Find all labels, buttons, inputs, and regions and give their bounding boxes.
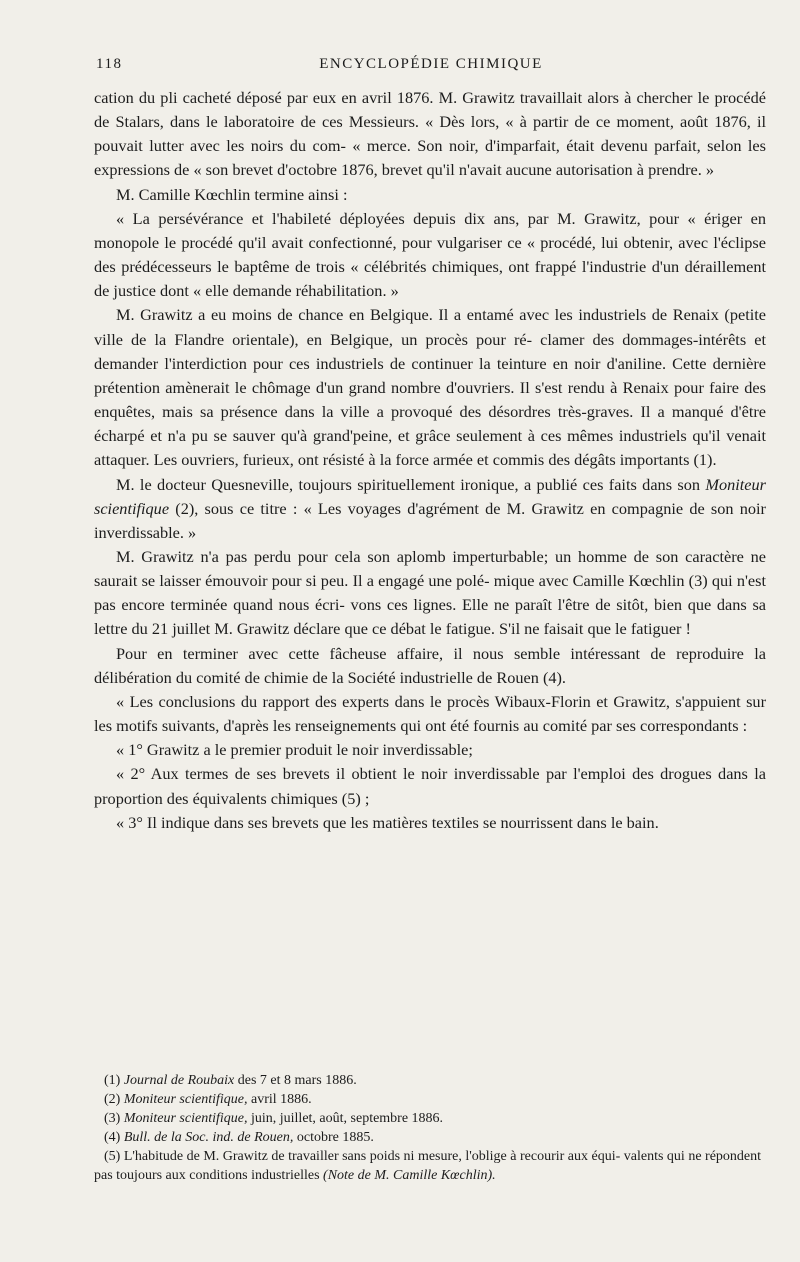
journal-title: Moniteur scientifique: [94, 474, 767, 518]
running-title: ENCYCLOPÉDIE CHIMIQUE: [319, 56, 543, 72]
paragraph: M. Camille Kœchlin termine ainsi :: [116, 184, 348, 204]
paragraph: Pour en terminer avec cette fâcheuse affaire, il nous semble intéressant de reproduire la délibération du comité de chimie de la Société industrielle de Rouen (4).: [94, 643, 766, 687]
footnote: (3) Moniteur scientifique, juin, juillet, août, septembre 1886.: [104, 1111, 444, 1126]
paragraph: M. Grawitz n'a pas perdu pour cela son aplomb imperturbable; un homme de son caractère ne saurait se laisser émouvoir pour si peu. Il a engagé une polé- mique avec Camille Kœchlin (3) qui n'est pas encore terminée quand nous écri- vons ces lignes. Elle ne paraît l'être de sitôt, bien que dans sa lettre du 21 juillet M. Grawitz déclare que ce débat le fatigue. S'il ne faisait que le fatiguer !: [94, 546, 766, 639]
page-header: [96, 56, 766, 78]
footnotes: [94, 1071, 766, 1185]
quote-paragraph: « 2° Aux termes de ses brevets il obtient le noir inverdissable par l'emploi des drogues dans la proportion des équivalents chimiques (5) ;: [94, 764, 766, 808]
quote-paragraph: « 1° Grawitz a le premier produit le noir inverdissable;: [116, 740, 473, 760]
quote-paragraph: « La persévérance et l'habileté déployées depuis dix ans, par M. Grawitz, pour « ériger en monopole le procédé qu'il avait confectionné, pour vulgariser ce « procédé, lui obtenir, avec l'éclipse des prédécesseurs le baptême de trois « célébrités chimiques, ont frappé l'industrie d'un déraillement de justice dont « elle demande réhabilitation. »: [94, 208, 766, 301]
footnote: (4) Bull. de la Soc. ind. de Rouen, octobre 1885.: [104, 1130, 374, 1145]
paragraph: cation du pli cacheté déposé par eux en avril 1876. M. Grawitz travaillait alors à chercher le procédé de Stalars, dans le laboratoire de ces Messieurs. « Dès lors, « à partir de ce moment, août 1876, il pouvait lutter avec les noirs du com- « merce. Son noir, d'imparfait, était devenu parfait, selon les expressions de « son brevet d'octobre 1876, brevet qu'il n'avait aucune autorisation à prendre. »: [94, 88, 766, 180]
paragraph: M. Grawitz a eu moins de chance en Belgique. Il a entamé avec les industriels de Renaix (petite ville de la Flandre orientale), en Belgique, un procès pour ré- clamer des dommages-intérêts et demander l'interdiction pour ces industriels de continuer la teinture en noir d'aniline. Cette dernière prétention amènerait le chômage d'un grand nombre d'ouvriers. Il s'est rendu à Renaix pour faire des enquêtes, mais sa présence dans la ville a provoqué des désordres très-graves. Il a manqué d'être écharpé et n'a pu se sauver qu'à grand'peine, et grâce seulement à ces mêmes industriels qu'il venait attaquer. Les ouvriers, furieux, ont résisté à la force armée et commis des dégâts importants (1).: [94, 305, 766, 470]
quote-paragraph: « Les conclusions du rapport des experts dans le procès Wibaux-Florin et Grawitz, s'appuient sur les motifs suivants, d'après les renseignements qui ont été fournis au comité par ses correspondants :: [94, 691, 766, 736]
footnote: (5) L'habitude de M. Grawitz de travailler sans poids ni mesure, l'oblige à recourir aux équi- valents qui ne répondent pas toujours aux conditions industrielles (Note de M. Camille Kœchlin).: [94, 1149, 762, 1183]
quote-paragraph: « 3° Il indique dans ses brevets que les matières textiles se nourrissent dans le bain.: [116, 812, 659, 832]
footnote: (1) Journal de Roubaix des 7 et 8 mars 1886.: [104, 1073, 357, 1088]
body-text: [94, 86, 766, 835]
paragraph: M. le docteur Quesneville, toujours spirituellement ironique, a publié ces faits dans son Moniteur scientifique (2), sous ce titre : « Les voyages d'agrément de M. Grawitz en compagnie de son noir inverdissable. »: [94, 474, 767, 542]
footnote: (2) Moniteur scientifique, avril 1886.: [104, 1092, 312, 1107]
page-number: 118: [96, 56, 123, 72]
footnote-note: (Note de M. Camille Kœchlin).: [323, 1168, 496, 1183]
